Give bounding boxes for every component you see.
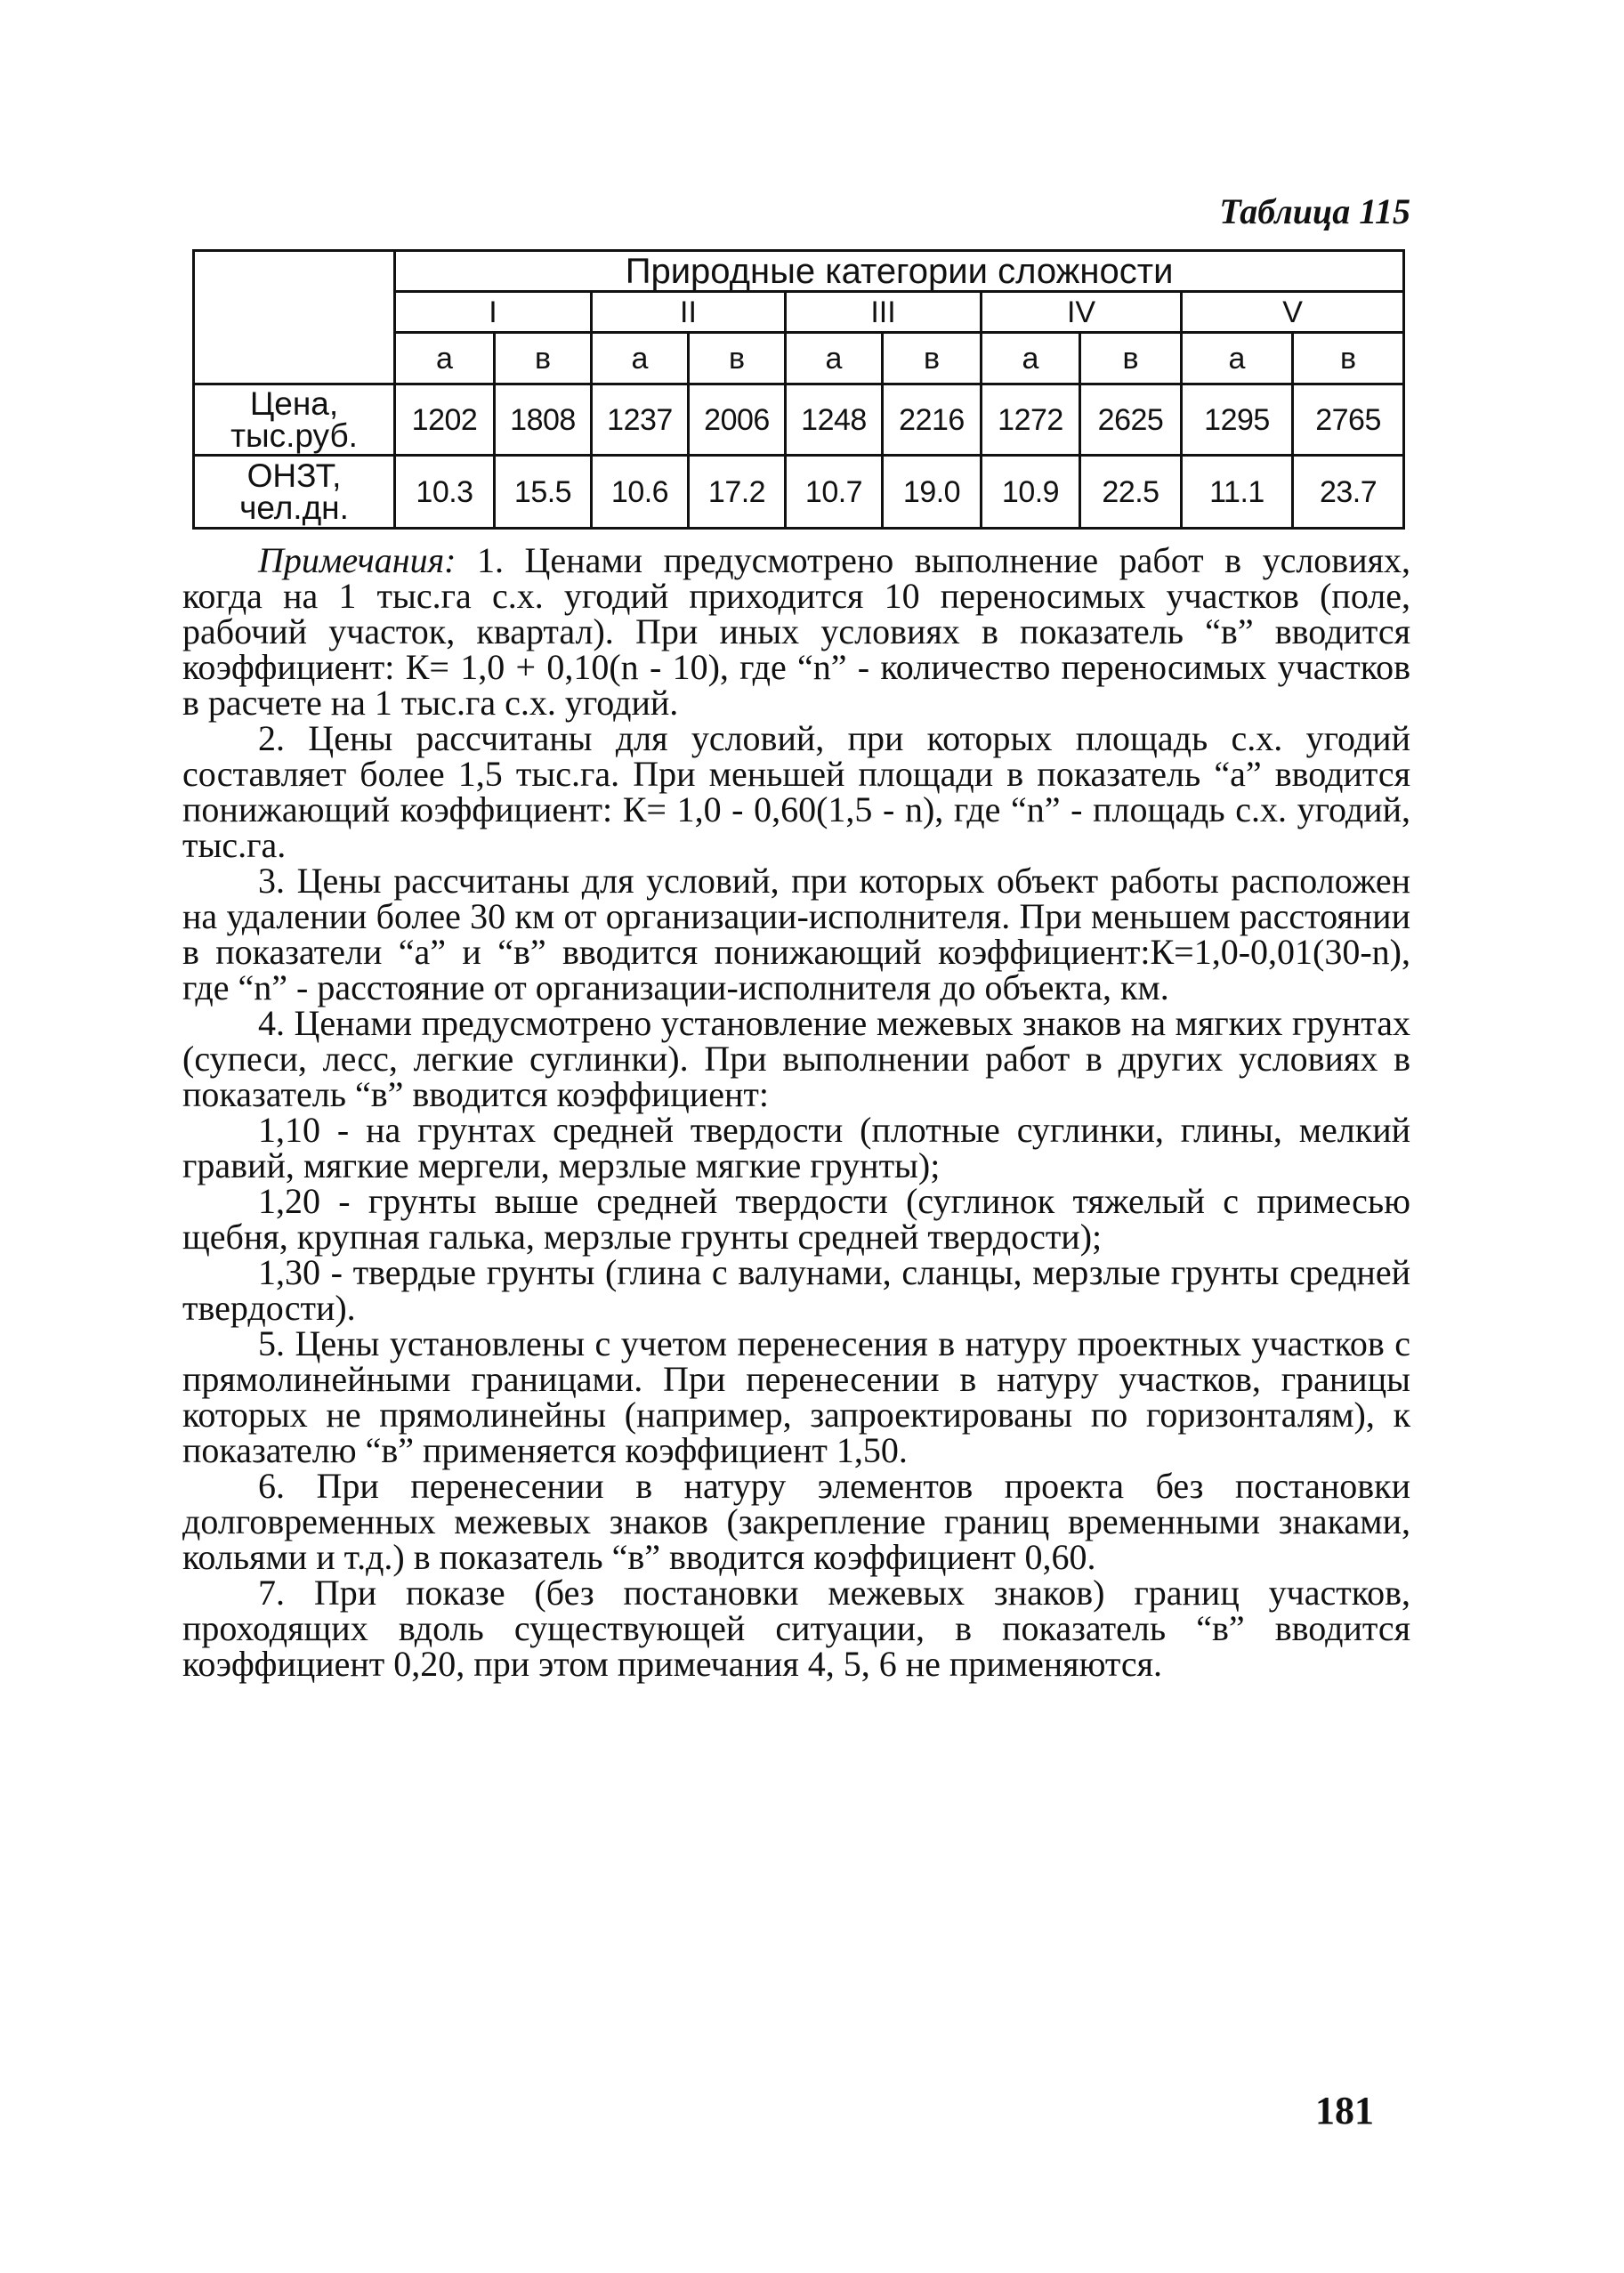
table-cell: 15.5 xyxy=(495,456,592,529)
table-cell: 2625 xyxy=(1080,384,1182,456)
subcol-header: в xyxy=(1293,333,1404,384)
subcol-header: а xyxy=(1182,333,1293,384)
table-cell: 1202 xyxy=(395,384,495,456)
table-caption: Таблица 115 xyxy=(1219,191,1410,231)
table-cell: 1295 xyxy=(1182,384,1293,456)
subcol-header: а xyxy=(982,333,1080,384)
row-label-line: тыс.руб. xyxy=(230,417,358,454)
table-cell: 17.2 xyxy=(689,456,786,529)
category-header: IV xyxy=(982,292,1182,333)
table-cell: 11.1 xyxy=(1182,456,1293,529)
table-header-main: Природные категории сложности xyxy=(395,251,1404,292)
subcol-header: а xyxy=(395,333,495,384)
table-row-labor xyxy=(194,456,1404,529)
notes-section xyxy=(182,540,1411,1684)
table-cell: 1248 xyxy=(786,384,883,456)
subcol-header: в xyxy=(1080,333,1182,384)
note-4-item: 1,20 - грунты выше средней твердости (суглинок тяжелый с примесью щебня, крупная галька, мерзлые грунты средней твердости); xyxy=(182,1181,1410,1257)
subcol-header: а xyxy=(592,333,689,384)
table-cell: 1808 xyxy=(495,384,592,456)
page-number: 181 xyxy=(1315,2089,1374,2132)
note-4: 4. Ценами предусмотрено установление межевых знаков на мягких грунтах (супеси, лесс, легкие суглинки). При выполнении работ в других условиях в показатель “в” вводится коэффициент: xyxy=(182,1003,1410,1114)
table-cell: 2216 xyxy=(883,384,982,456)
row-label-line: ОНЗТ, xyxy=(246,457,342,495)
table-cell: 10.6 xyxy=(592,456,689,529)
row-label-line: чел.дн. xyxy=(239,489,349,526)
note-4-item: 1,10 - на грунтах средней твердости (плотные суглинки, глины, мелкий гравий, мягкие мергели, мерзлые мягкие грунты); xyxy=(182,1110,1410,1185)
subcol-header: в xyxy=(689,333,786,384)
category-header: III xyxy=(786,292,982,333)
subcol-header: а xyxy=(786,333,883,384)
note-5: 5. Цены установлены с учетом перенесения в натуру проектных участков с прямолинейными границами. При перенесении в натуру участков, границы которых не прямолинейны (например, запроектированы по горизонталям), к показателю “в” применяется коэффициент 1,50. xyxy=(182,1323,1410,1470)
table-cell: 10.9 xyxy=(982,456,1080,529)
subcol-header: в xyxy=(495,333,592,384)
table-cell: 2006 xyxy=(689,384,786,456)
note-1 xyxy=(182,540,1411,723)
table-cell: 22.5 xyxy=(1080,456,1182,529)
note-6: 6. При перенесении в натуру элементов проекта без постановки долговременных межевых знаков (закрепление границ временными знаками, кольями и т.д.) в показатель “в” вводится коэффициент 0,60. xyxy=(182,1466,1410,1577)
table-cell: 10.7 xyxy=(786,456,883,529)
category-header: V xyxy=(1182,292,1404,333)
subcol-header: в xyxy=(883,333,982,384)
notes-heading: Примечания: xyxy=(258,540,456,580)
row-label-line: Цена, xyxy=(249,385,339,423)
table-corner-cell xyxy=(194,251,395,384)
note-text: 1. Ценами предусмотрено выполнение работ в условиях, когда на 1 тыс.га с.х. угодий приходится 10 переносимых участков (поле, рабочий участок, квартал). При иных условиях в показатель “в” вводится коэффициент: К= 1,0 + 0,10(n - 10), где “n” - количество переносимых участков в расчете на 1 тыс.га с.х. угодий. xyxy=(182,540,1411,723)
row-label-price xyxy=(194,384,395,456)
table-cell: 19.0 xyxy=(883,456,982,529)
row-label-labor xyxy=(194,456,395,529)
note-7: 7. При показе (без постановки межевых знаков) границ участков, проходящих вдоль существующей ситуации, в показатель “в” вводится коэффициент 0,20, при этом примечания 4, 5, 6 не применяются. xyxy=(182,1573,1410,1684)
table-cell: 1272 xyxy=(982,384,1080,456)
table-row-price xyxy=(194,384,1404,456)
category-header: I xyxy=(395,292,592,333)
note-2: 2. Цены рассчитаны для условий, при которых площадь с.х. угодий составляет более 1,5 тыс.га. При меньшей площади в показатель “а” вводится понижающий коэффициент: К= 1,0 - 0,60(1,5 - n), где “n” - площадь с.х. угодий, тыс.га. xyxy=(182,718,1410,865)
table-cell: 2765 xyxy=(1293,384,1404,456)
note-4-item: 1,30 - твердые грунты (глина с валунами, сланцы, мерзлые грунты средней твердости). xyxy=(182,1252,1410,1328)
note-3: 3. Цены рассчитаны для условий, при которых объект работы расположен на удалении более 30 км от организации-исполнителя. При меньшем расстоянии в показатели “а” и “в” вводится понижающий коэффициент:К=1,0-0,01(30-n), где “n” - расстояние от организации-исполнителя до объекта, км. xyxy=(182,861,1410,1007)
table-cell: 1237 xyxy=(592,384,689,456)
data-table xyxy=(192,249,1405,530)
category-header: II xyxy=(592,292,786,333)
table-cell: 23.7 xyxy=(1293,456,1404,529)
table-cell: 10.3 xyxy=(395,456,495,529)
